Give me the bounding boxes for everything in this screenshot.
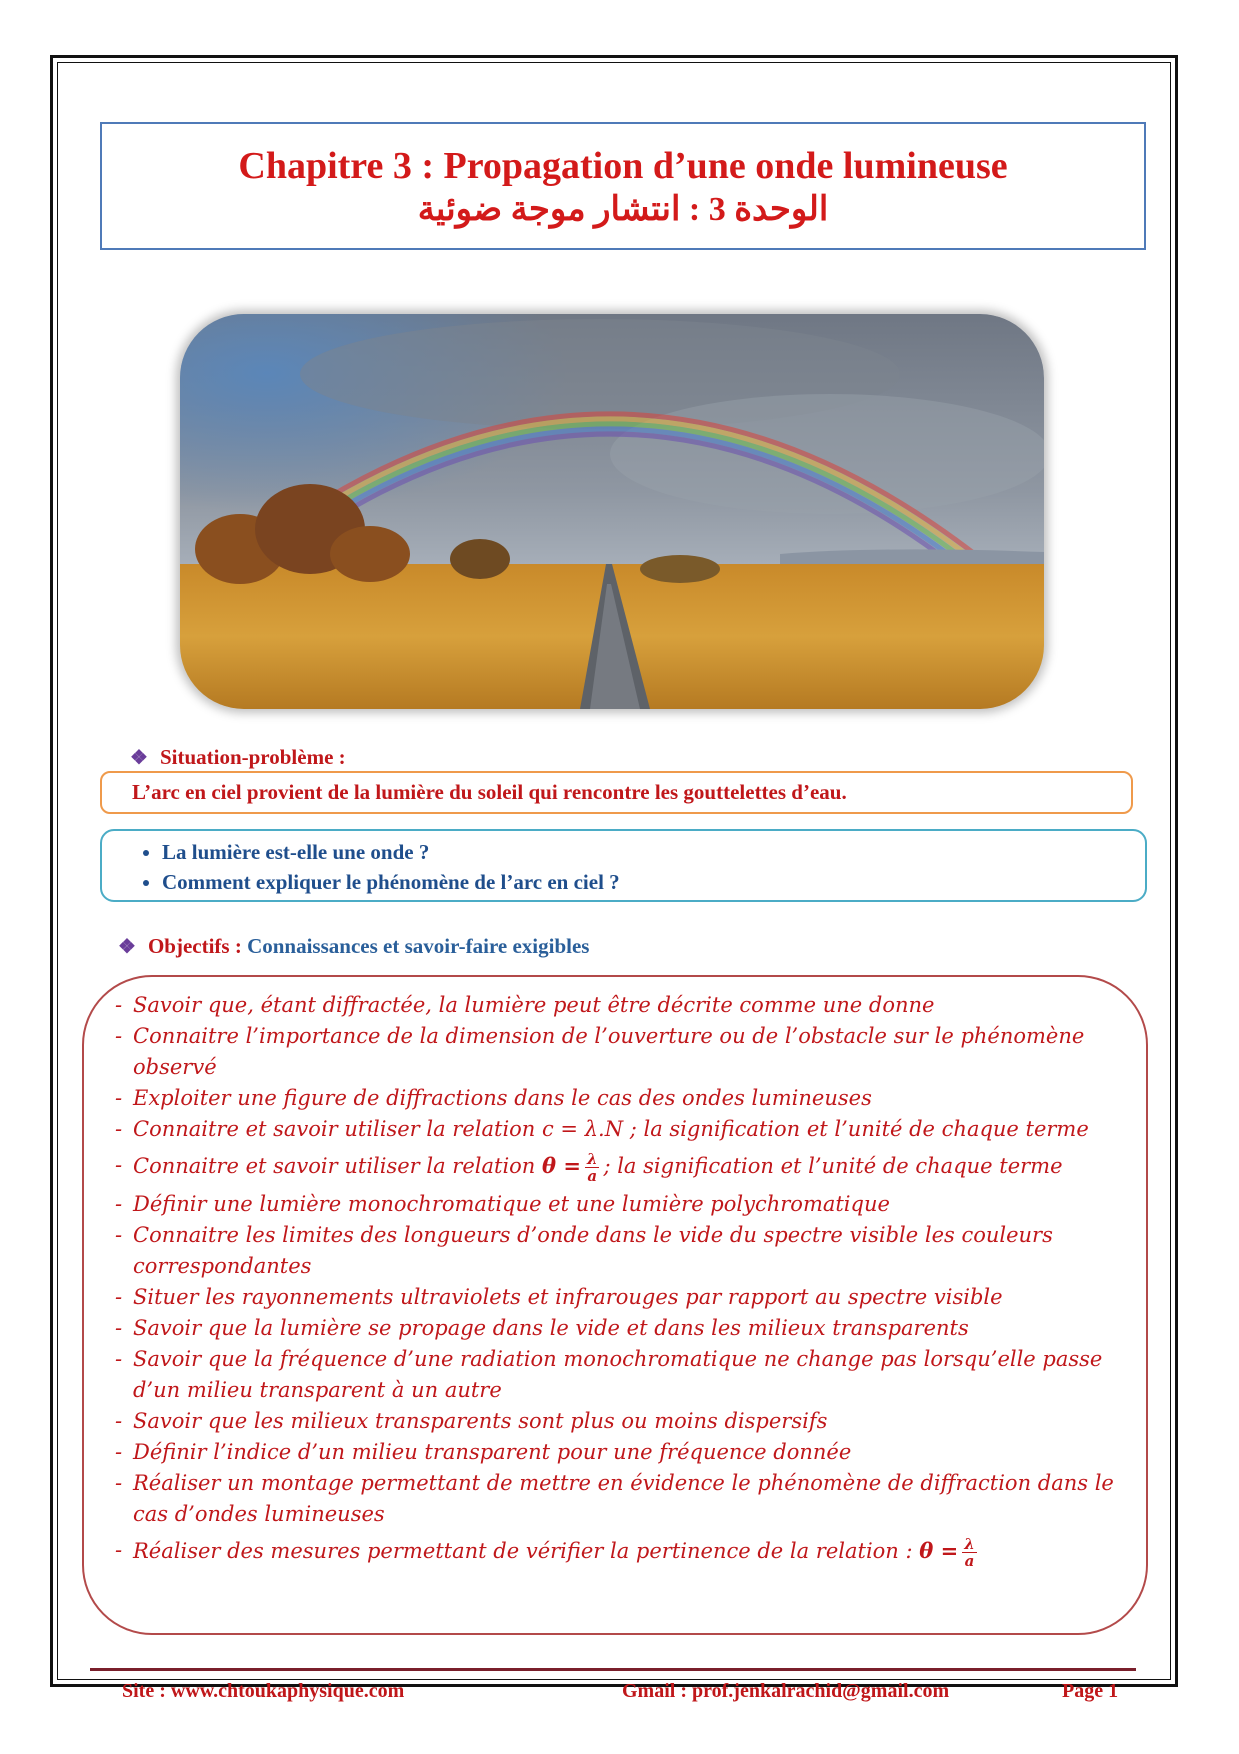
questions-box [100,829,1147,902]
footer-site: Site : www.chtoukaphysique.com [122,1680,405,1702]
formula-lhs: θ = [542,1153,581,1178]
objective-item: - Réaliser un montage permettant de mettre en évidence le phénomène de diffraction dans le cas d’ondes lumineuses [115,1468,1125,1530]
objective-item: - Connaitre l’importance de la dimension de l’ouverture ou de l’obstacle sur le phénomène observé [115,1021,1125,1083]
objective-item-formula: - Réaliser des mesures permettant de vérifier la pertinence de la relation : θ = $\frac{\lambda}{a}$ [115,1535,1125,1569]
objective-item: - Connaitre et savoir utiliser la relation c = λ.N ; la signification et l’unité de chaque terme [115,1114,1125,1145]
footer-divider [90,1668,1136,1671]
objective-item: - Définir l’indice d’un milieu transparent pour une fréquence donnée [115,1437,1125,1468]
objective-item: - Savoir que les milieux transparents sont plus ou moins dispersifs [115,1406,1125,1437]
chapter-title: Chapitre 3 : Propagation d’une onde lumineuse [238,145,1008,187]
objective-item: - Connaitre les limites des longueurs d’onde dans le vide du spectre visible les couleurs correspondantes [115,1220,1125,1282]
objective-item: - Savoir que la lumière se propage dans le vide et dans les milieux transparents [115,1313,1125,1344]
rainbow-photo [180,314,1044,709]
objectives-list [115,990,1125,1569]
objective-item-formula: - Connaitre et savoir utiliser la relation θ = $\frac{\lambda}{a}$ ; la signification et l’unité de chaque terme [115,1150,1125,1184]
formula-fraction: $\frac{\lambda}{a}$ [964,1535,975,1570]
formula-fraction: $\frac{\lambda}{a}$ [586,1150,598,1185]
diamond-bullet-icon: ❖ [118,936,136,958]
situation-heading: ❖ Situation-problème : [130,745,346,769]
footer-email: Gmail : prof.jenkalrachid@gmail.com [622,1680,950,1702]
formula-lhs: θ = [919,1538,959,1563]
chapter-title-arabic: الوحدة 3 : انتشار موجة ضوئية [417,191,829,228]
situation-statement: L’arc en ciel provient de la lumière du soleil qui rencontre les gouttelettes d’eau. [100,771,1133,814]
diamond-bullet-icon: ❖ [130,747,148,769]
objective-item: - Savoir que, étant diffractée, la lumière peut être décrite comme une donne [115,990,1125,1021]
objective-item: - Définir une lumière monochromatique et une lumière polychromatique [115,1189,1125,1220]
objectives-heading: ❖ Objectifs : Connaissances et savoir-faire exigibles [118,934,590,958]
page-number: Page 1 [1062,1680,1119,1702]
objective-item: - Exploiter une figure de diffractions dans le cas des ondes lumineuses [115,1083,1125,1114]
objective-item: - Savoir que la fréquence d’une radiation monochromatique ne change pas lorsqu’elle passe d’un milieu transparent à un autre [115,1344,1125,1406]
objective-item: - Situer les rayonnements ultraviolets et infrarouges par rapport au spectre visible [115,1282,1125,1313]
question-item: • La lumière est-elle une onde ? [162,837,1145,867]
title-box [100,122,1146,250]
objectives-subheading: Connaissances et savoir-faire exigibles [247,934,590,958]
question-item: • Comment expliquer le phénomène de l’arc en ciel ? [162,867,1145,897]
